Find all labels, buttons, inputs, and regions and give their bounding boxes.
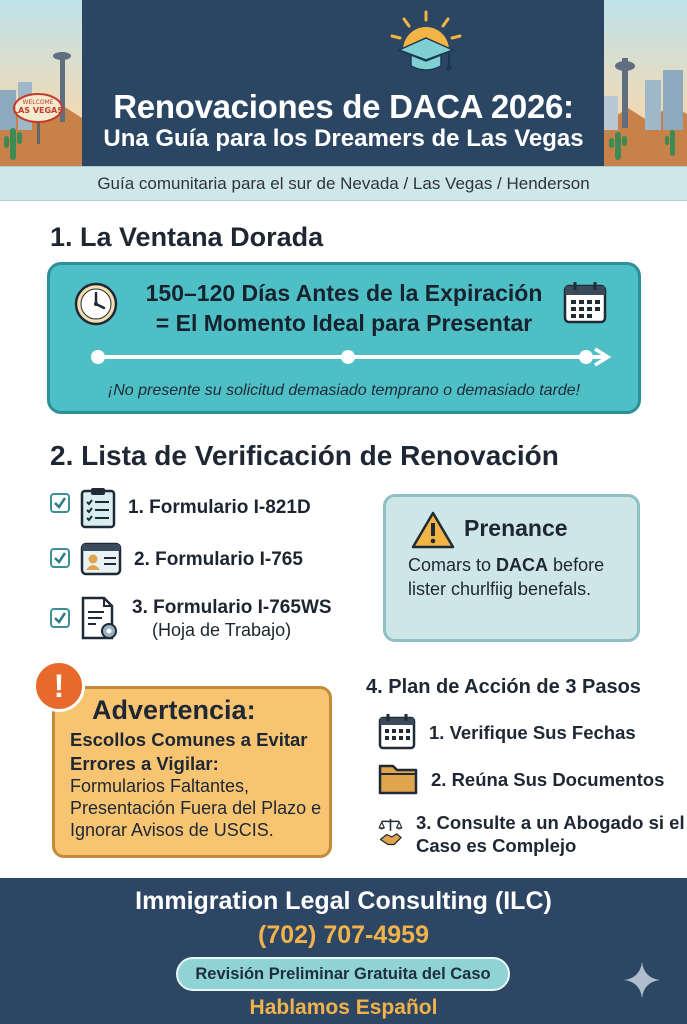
id-card-icon: [80, 542, 122, 576]
timing-warning: ¡No presente su solicitud demasiado temprano o demasiado tarde!: [107, 382, 581, 399]
plan-step: [378, 713, 636, 751]
plan-step-label: 2. Reúna Sus Documentos: [431, 769, 665, 790]
sparkle-icon: [622, 960, 662, 1000]
document-gear-icon: [80, 596, 120, 642]
note-body-text-2: before lister churlfiig benefals.: [408, 555, 605, 599]
calendar-icon: [378, 713, 416, 751]
subtitle-text: Guía comunitaria para el sur de Nevada / Las Vegas / Henderson: [97, 174, 590, 193]
checklist-item-text: [132, 596, 332, 641]
warning-body: Formularios Faltantes, Presentación Fuera del Plazo e Ignorar Avisos de USCIS.: [70, 776, 322, 840]
plan-step: [378, 808, 687, 857]
checklist-item: [50, 596, 332, 642]
page-title: Renovaciones de DACA 2026:: [113, 88, 574, 125]
warning-title: Advertencia:: [92, 695, 256, 725]
section-1-title: 1. La Ventana Dorada: [50, 222, 324, 252]
exclamation-icon: !: [33, 660, 85, 712]
checklist-item-label: 3. Formulario I-765WS: [132, 597, 332, 618]
plan-title: 4. Plan de Acción de 3 Pasos: [366, 676, 641, 698]
checklist-item-label: 1. Formulario I-821D: [128, 497, 311, 518]
note-box: [383, 494, 640, 642]
sign-text: LAS VEGAS: [12, 106, 64, 115]
checklist-item-sub: (Hoja de Trabajo): [152, 620, 292, 640]
company-name: Immigration Legal Consulting (ILC): [135, 887, 552, 915]
folder-icon: [378, 760, 418, 796]
plan-step: [378, 760, 664, 796]
golden-window-box: [47, 262, 641, 414]
subtitle-bar: [0, 166, 687, 201]
window-line-2: = El Momento Ideal para Presentar: [155, 310, 533, 336]
warning-triangle-icon: [411, 511, 455, 549]
note-body: [408, 553, 628, 601]
checkbox-checked-icon: [50, 608, 70, 628]
graduation-sun-icon: [389, 10, 463, 80]
warning-errors-label: Errores a Vigilar:: [70, 753, 219, 774]
checkbox-checked-icon: [50, 548, 70, 568]
header-banner: [0, 0, 687, 166]
window-line-1: 150–120 Días Antes de la Expiración: [145, 280, 543, 306]
phone-number[interactable]: (702) 707-4959: [258, 921, 429, 949]
checklist-item-label: 2. Formulario I-765: [134, 549, 303, 570]
note-body-bold: DACA: [496, 555, 549, 575]
page-subtitle-title: Una Guía para los Dreamers de Las Vegas: [103, 125, 584, 152]
timeline-arrow: [90, 347, 620, 367]
warning-subtitle: Escollos Comunes a Evitar: [70, 729, 308, 750]
section-2-title: 2. Lista de Verificación de Renovación: [50, 440, 559, 471]
note-title: Prenance: [464, 515, 568, 541]
checkbox-checked-icon: [50, 493, 70, 513]
plan-step-label: 3. Consulte a un Abogado si el Caso es Complejo: [415, 812, 685, 856]
sign-top-text: WELCOME: [22, 99, 54, 106]
scales-handshake-icon: [378, 808, 403, 856]
checklist-item: [50, 487, 311, 529]
warning-box: [52, 686, 332, 858]
language-note: Hablamos Español: [249, 996, 438, 1019]
clipboard-icon: [80, 487, 116, 529]
note-body-text: Comars to: [408, 555, 497, 575]
footer: [0, 878, 687, 1024]
free-review-button[interactable]: Revisión Preliminar Gratuita del Caso: [176, 957, 510, 991]
plan-step-label: 1. Verifique Sus Fechas: [429, 722, 636, 743]
calendar-icon: [562, 280, 608, 326]
checklist-item: [50, 542, 303, 576]
